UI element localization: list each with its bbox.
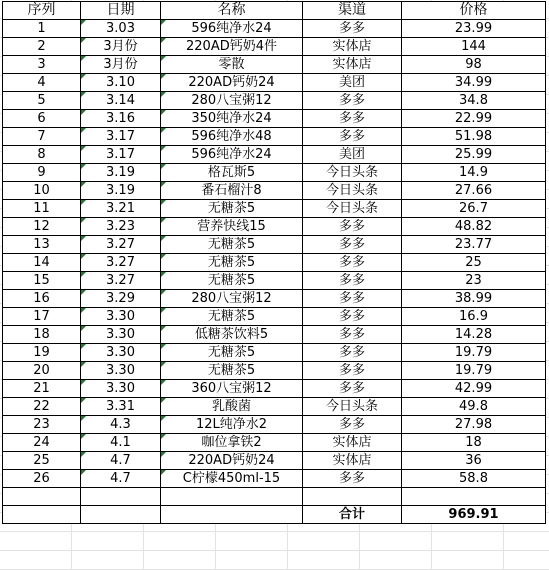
cell-price[interactable]: 34.99: [402, 74, 546, 92]
cell-name[interactable]: 乳酸菌: [161, 398, 303, 416]
cell-price[interactable]: 25.99: [402, 146, 546, 164]
text-number-flag-icon: [161, 38, 166, 43]
cell-name[interactable]: 360八宝粥12: [161, 380, 303, 398]
text-number-flag-icon: [161, 380, 166, 385]
table-row: [3, 362, 546, 380]
text-number-flag-icon: [81, 38, 86, 43]
text-number-flag-icon: [81, 452, 86, 457]
table-row: [3, 236, 546, 254]
cell-name[interactable]: 无糖茶5: [161, 272, 303, 290]
cell-date[interactable]: 3.19: [81, 164, 161, 182]
text-number-flag-icon: [161, 218, 166, 223]
text-number-flag-icon: [81, 128, 86, 133]
cell-seq[interactable]: 22: [3, 398, 81, 416]
sales-table: [2, 1, 546, 524]
table-row: [3, 398, 546, 416]
cell-channel[interactable]: 美团: [303, 74, 402, 92]
cell-name[interactable]: 无糖茶5: [161, 362, 303, 380]
text-number-flag-icon: [81, 92, 86, 97]
cell-price[interactable]: 19.79: [402, 362, 546, 380]
table-row: [3, 164, 546, 182]
text-number-flag-icon: [81, 74, 86, 79]
text-number-flag-icon: [161, 362, 166, 367]
cell-name[interactable]: 无糖茶5: [161, 254, 303, 272]
cell-date[interactable]: 3.19: [81, 182, 161, 200]
cell-name[interactable]: 350纯净水24: [161, 110, 303, 128]
cell-date[interactable]: 3月份: [81, 56, 161, 74]
text-number-flag-icon: [161, 398, 166, 403]
text-number-flag-icon: [81, 470, 86, 475]
text-number-flag-icon: [81, 146, 86, 151]
cell-seq[interactable]: 14: [3, 254, 81, 272]
blank-cell[interactable]: [161, 488, 303, 506]
text-number-flag-icon: [81, 236, 86, 241]
cell-price[interactable]: 49.8: [402, 398, 546, 416]
cell-channel[interactable]: 今日头条: [303, 164, 402, 182]
total-value[interactable]: 969.91: [402, 506, 546, 524]
cell-channel[interactable]: 多多: [303, 380, 402, 398]
blank-row: [3, 488, 546, 506]
cell-channel[interactable]: 多多: [303, 362, 402, 380]
cell-name[interactable]: 无糖茶5: [161, 308, 303, 326]
cell-price[interactable]: 34.8: [402, 92, 546, 110]
table-row: [3, 146, 546, 164]
text-number-flag-icon: [161, 200, 166, 205]
cell-date[interactable]: 3.14: [81, 92, 161, 110]
table-row: [3, 416, 546, 434]
text-number-flag-icon: [81, 308, 86, 313]
text-number-flag-icon: [161, 110, 166, 115]
cell-name[interactable]: 12L纯净水2: [161, 416, 303, 434]
header-name[interactable]: 名称: [161, 2, 303, 20]
cell-channel[interactable]: 多多: [303, 290, 402, 308]
cell-date[interactable]: 3.30: [81, 362, 161, 380]
text-number-flag-icon: [81, 218, 86, 223]
cell-seq[interactable]: 23: [3, 416, 81, 434]
table-row: [3, 92, 546, 110]
cell-channel[interactable]: 美团: [303, 146, 402, 164]
table-row: [3, 200, 546, 218]
cell-channel[interactable]: 多多: [303, 308, 402, 326]
text-number-flag-icon: [161, 452, 166, 457]
text-number-flag-icon: [161, 146, 166, 151]
blank-cell[interactable]: [402, 488, 546, 506]
text-number-flag-icon: [161, 416, 166, 421]
cell-date[interactable]: 3.17: [81, 128, 161, 146]
cell-price[interactable]: 25: [402, 254, 546, 272]
cell-date[interactable]: 3.21: [81, 200, 161, 218]
cell-seq[interactable]: 17: [3, 308, 81, 326]
text-number-flag-icon: [81, 362, 86, 367]
cell-price[interactable]: 14.9: [402, 164, 546, 182]
cell-seq[interactable]: 2: [3, 38, 81, 56]
text-number-flag-icon: [81, 290, 86, 295]
text-number-flag-icon: [81, 164, 86, 169]
text-number-flag-icon: [161, 236, 166, 241]
text-number-flag-icon: [161, 128, 166, 133]
cell-price[interactable]: 144: [402, 38, 546, 56]
table-row: [3, 434, 546, 452]
cell-channel[interactable]: 今日头条: [303, 200, 402, 218]
cell-seq[interactable]: 7: [3, 128, 81, 146]
cell-price[interactable]: 36: [402, 452, 546, 470]
text-number-flag-icon: [81, 182, 86, 187]
cell-seq[interactable]: 21: [3, 380, 81, 398]
cell-date[interactable]: 3.17: [81, 146, 161, 164]
table-row: [3, 290, 546, 308]
text-number-flag-icon: [161, 272, 166, 277]
cell-price[interactable]: 19.79: [402, 344, 546, 362]
total-label[interactable]: 合计: [303, 506, 402, 524]
table-row: [3, 38, 546, 56]
table-row: [3, 326, 546, 344]
cell-channel[interactable]: 多多: [303, 416, 402, 434]
cell-seq[interactable]: 6: [3, 110, 81, 128]
header-date[interactable]: 日期: [81, 2, 161, 20]
text-number-flag-icon: [161, 470, 166, 475]
text-number-flag-icon: [161, 308, 166, 313]
cell-date[interactable]: 4.7: [81, 452, 161, 470]
cell-seq[interactable]: 5: [3, 92, 81, 110]
cell-date[interactable]: 3.27: [81, 254, 161, 272]
blank-cell[interactable]: [161, 506, 303, 524]
text-number-flag-icon: [161, 56, 166, 61]
cell-channel[interactable]: 多多: [303, 470, 402, 488]
cell-channel[interactable]: 多多: [303, 254, 402, 272]
cell-channel[interactable]: 多多: [303, 272, 402, 290]
cell-name[interactable]: 营养快线15: [161, 218, 303, 236]
cell-name[interactable]: 280八宝粥12: [161, 290, 303, 308]
cell-seq[interactable]: 11: [3, 200, 81, 218]
text-number-flag-icon: [81, 344, 86, 349]
text-number-flag-icon: [81, 416, 86, 421]
blank-cell[interactable]: [81, 488, 161, 506]
cell-date[interactable]: 3.23: [81, 218, 161, 236]
cell-date[interactable]: 3.31: [81, 398, 161, 416]
header-seq[interactable]: 序列: [3, 2, 81, 20]
cell-name[interactable]: 280八宝粥12: [161, 92, 303, 110]
cell-seq[interactable]: 26: [3, 470, 81, 488]
cell-channel[interactable]: 今日头条: [303, 182, 402, 200]
cell-name[interactable]: 咖位拿铁2: [161, 434, 303, 452]
cell-price[interactable]: 27.98: [402, 416, 546, 434]
text-number-flag-icon: [81, 380, 86, 385]
text-number-flag-icon: [81, 200, 86, 205]
blank-cell[interactable]: [81, 506, 161, 524]
text-number-flag-icon: [81, 272, 86, 277]
text-number-flag-icon: [161, 326, 166, 331]
table-row: [3, 218, 546, 236]
cell-name[interactable]: 596纯净水24: [161, 146, 303, 164]
cell-channel[interactable]: 多多: [303, 218, 402, 236]
cell-seq[interactable]: 16: [3, 290, 81, 308]
cell-price[interactable]: 48.82: [402, 218, 546, 236]
cell-date[interactable]: 3.03: [81, 20, 161, 38]
cell-price[interactable]: 18: [402, 434, 546, 452]
cell-channel[interactable]: 多多: [303, 110, 402, 128]
cell-seq[interactable]: 10: [3, 182, 81, 200]
cell-price[interactable]: 58.8: [402, 470, 546, 488]
blank-cell[interactable]: [303, 488, 402, 506]
text-number-flag-icon: [81, 398, 86, 403]
text-number-flag-icon: [161, 182, 166, 187]
text-number-flag-icon: [161, 434, 166, 439]
cell-channel[interactable]: 实体店: [303, 56, 402, 74]
table-row: [3, 110, 546, 128]
cell-channel[interactable]: 今日头条: [303, 398, 402, 416]
cell-seq[interactable]: 19: [3, 344, 81, 362]
cell-name[interactable]: 无糖茶5: [161, 236, 303, 254]
cell-name[interactable]: 220AD钙奶24: [161, 74, 303, 92]
cell-price[interactable]: 23.77: [402, 236, 546, 254]
text-number-flag-icon: [81, 56, 86, 61]
cell-date[interactable]: 4.7: [81, 470, 161, 488]
cell-channel[interactable]: 多多: [303, 20, 402, 38]
cell-channel[interactable]: 多多: [303, 326, 402, 344]
cell-date[interactable]: 3.27: [81, 272, 161, 290]
cell-date[interactable]: 4.3: [81, 416, 161, 434]
table-row: [3, 452, 546, 470]
cell-name[interactable]: C柠檬450ml-15: [161, 470, 303, 488]
cell-price[interactable]: 23: [402, 272, 546, 290]
total-row: [3, 506, 546, 524]
cell-seq[interactable]: 24: [3, 434, 81, 452]
cell-price[interactable]: 98: [402, 56, 546, 74]
cell-seq[interactable]: 9: [3, 164, 81, 182]
cell-seq[interactable]: 3: [3, 56, 81, 74]
cell-seq[interactable]: 1: [3, 20, 81, 38]
table-row: [3, 182, 546, 200]
header-channel[interactable]: 渠道: [303, 2, 402, 20]
table-row: [3, 272, 546, 290]
cell-name[interactable]: 220AD钙奶4件: [161, 38, 303, 56]
text-number-flag-icon: [161, 74, 166, 79]
cell-date[interactable]: 3.30: [81, 326, 161, 344]
table-row: [3, 308, 546, 326]
header-row: [3, 2, 546, 20]
text-number-flag-icon: [81, 326, 86, 331]
cell-channel[interactable]: 多多: [303, 236, 402, 254]
cell-seq[interactable]: 8: [3, 146, 81, 164]
table-row: [3, 470, 546, 488]
cell-price[interactable]: 38.99: [402, 290, 546, 308]
cell-date[interactable]: 4.1: [81, 434, 161, 452]
header-price[interactable]: 价格: [402, 2, 546, 20]
cell-seq[interactable]: 12: [3, 218, 81, 236]
cell-channel[interactable]: 多多: [303, 92, 402, 110]
cell-name[interactable]: 596纯净水24: [161, 20, 303, 38]
cell-seq[interactable]: 18: [3, 326, 81, 344]
cell-price[interactable]: 22.99: [402, 110, 546, 128]
text-number-flag-icon: [161, 290, 166, 295]
cell-name[interactable]: 无糖茶5: [161, 200, 303, 218]
table-row: [3, 380, 546, 398]
cell-seq[interactable]: 13: [3, 236, 81, 254]
table-row: [3, 128, 546, 146]
cell-channel[interactable]: 实体店: [303, 434, 402, 452]
cell-date[interactable]: 3.27: [81, 236, 161, 254]
cell-seq[interactable]: 4: [3, 74, 81, 92]
cell-price[interactable]: 51.98: [402, 128, 546, 146]
cell-price[interactable]: 42.99: [402, 380, 546, 398]
cell-date[interactable]: 3.29: [81, 290, 161, 308]
text-number-flag-icon: [161, 20, 166, 25]
text-number-flag-icon: [161, 164, 166, 169]
text-number-flag-icon: [161, 344, 166, 349]
cell-price[interactable]: 16.9: [402, 308, 546, 326]
cell-price[interactable]: 23.99: [402, 20, 546, 38]
cell-name[interactable]: 零散: [161, 56, 303, 74]
text-number-flag-icon: [81, 434, 86, 439]
cell-date[interactable]: 3.10: [81, 74, 161, 92]
cell-seq[interactable]: 25: [3, 452, 81, 470]
cell-name[interactable]: 无糖茶5: [161, 344, 303, 362]
cell-seq[interactable]: 20: [3, 362, 81, 380]
cell-name[interactable]: 低糖茶饮料5: [161, 326, 303, 344]
cell-price[interactable]: 26.7: [402, 200, 546, 218]
cell-date[interactable]: 3.16: [81, 110, 161, 128]
table-row: [3, 344, 546, 362]
cell-date[interactable]: 3.30: [81, 308, 161, 326]
table-row: [3, 56, 546, 74]
cell-name[interactable]: 格瓦斯5: [161, 164, 303, 182]
cell-price[interactable]: 27.66: [402, 182, 546, 200]
text-number-flag-icon: [161, 92, 166, 97]
cell-date[interactable]: 3.30: [81, 380, 161, 398]
table-body: [3, 20, 546, 488]
cell-price[interactable]: 14.28: [402, 326, 546, 344]
blank-cell[interactable]: [3, 506, 81, 524]
text-number-flag-icon: [81, 20, 86, 25]
cell-name[interactable]: 596纯净水48: [161, 128, 303, 146]
table-row: [3, 254, 546, 272]
cell-channel[interactable]: 多多: [303, 128, 402, 146]
cell-seq[interactable]: 15: [3, 272, 81, 290]
cell-channel[interactable]: 实体店: [303, 452, 402, 470]
cell-channel[interactable]: 实体店: [303, 38, 402, 56]
cell-date[interactable]: 3月份: [81, 38, 161, 56]
cell-date[interactable]: 3.30: [81, 344, 161, 362]
table-row: [3, 20, 546, 38]
blank-cell[interactable]: [3, 488, 81, 506]
text-number-flag-icon: [81, 254, 86, 259]
text-number-flag-icon: [161, 254, 166, 259]
cell-name[interactable]: 番石榴汁8: [161, 182, 303, 200]
table-row: [3, 74, 546, 92]
text-number-flag-icon: [81, 110, 86, 115]
cell-channel[interactable]: 多多: [303, 344, 402, 362]
cell-name[interactable]: 220AD钙奶24: [161, 452, 303, 470]
